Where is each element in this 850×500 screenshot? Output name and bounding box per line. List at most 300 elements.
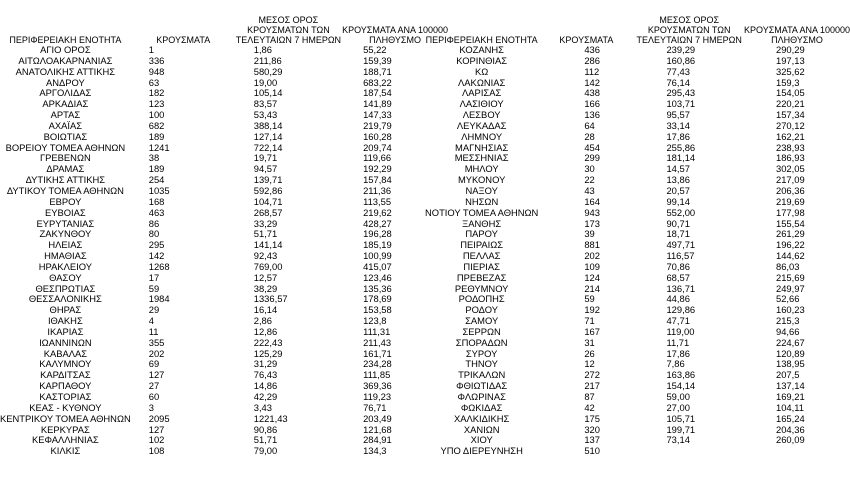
header-cases: ΚΡΟΥΣΜΑΤΑ [559,35,614,45]
cases-cell: 142 [148,251,165,262]
avg7-cell: 136,71 [666,283,696,294]
table-row [0,251,449,262]
avg7-cell: 154,14 [666,381,696,392]
table-row [425,164,850,175]
per100k-cell: 134,3 [363,446,387,457]
table-row [425,110,850,121]
cases-cell: 320 [584,424,600,435]
cases-cell: 1984 [148,294,170,305]
table-row [0,56,449,67]
region-cell: ΚΑΒΑΛΑΣ [43,348,88,359]
avg7-cell: 99,14 [666,196,690,207]
per100k-cell: 157,84 [363,175,392,186]
per100k-cell: 160,23 [775,305,805,316]
per100k-cell: 249,97 [775,283,805,294]
cases-cell: 127 [148,370,165,381]
region-cell: ΚΟΡΙΝΘΙΑΣ [456,55,508,66]
table-row [425,121,850,132]
table-row [0,316,449,327]
region-cell: ΘΗΡΑΣ [49,305,82,316]
region-cell: ΕΥΒΟΙΑΣ [45,207,86,218]
table-row [425,240,850,251]
cases-cell: 137 [584,435,600,446]
cases-cell: 948 [148,66,165,77]
per100k-cell: 220,21 [775,99,805,110]
per100k-cell: 138,95 [775,359,805,370]
per100k-cell: 169,21 [775,392,805,402]
region-cell: ΚΑΡΠΑΘΟΥ [39,381,92,392]
cases-cell: 175 [584,413,600,424]
table-row [0,99,449,110]
cases-cell: 87 [584,392,595,402]
region-cell: ΚΕΝΤΡΙΚΟΥ ΤΟΜΕΑ ΑΘΗΝΩΝ [0,413,131,424]
table-row [425,197,850,208]
table-row [425,446,850,457]
region-cell: ΛΕΥΚΑΔΑΣ [456,120,507,131]
region-cell: ΛΕΣΒΟΥ [462,110,501,121]
avg7-cell: 199,71 [666,424,696,435]
avg7-cell: 255,86 [666,142,696,153]
cases-cell: 71 [584,316,595,327]
right-header-row [425,0,850,45]
per100k-cell: 165,24 [775,413,805,424]
cases-cell: 80 [148,229,160,240]
cases-cell: 1 [148,45,154,55]
cases-cell: 63 [148,77,160,88]
per100k-cell: 219,69 [775,196,805,207]
per100k-cell: 159,3 [775,77,800,88]
header-cases: ΚΡΟΥΣΜΑΤΑ [156,35,211,45]
per100k-cell: 144,62 [775,251,805,262]
region-cell: ΜΕΣΣΗΝΙΑΣ [454,153,509,164]
avg7-cell: 16,14 [253,305,278,316]
avg7-cell: 141,14 [253,240,283,251]
per100k-cell: 161,71 [363,348,392,359]
per100k-cell: 55,22 [363,45,387,55]
per100k-cell: 206,36 [775,185,805,196]
region-cell: ΦΛΩΡΙΝΑΣ [457,392,506,402]
region-cell: ΣΠΟΡΑΔΩΝ [455,337,508,348]
cases-cell: 123 [148,99,165,110]
avg7-cell: 17,86 [666,131,690,142]
right-table-block [425,0,850,457]
cases-cell: 127 [148,424,165,435]
region-cell: ΘΕΣΠΡΩΤΙΑΣ [35,283,96,294]
region-cell: ΑΓΙΟ ΟΡΟΣ [40,45,91,55]
region-cell: ΠΙΕΡΙΑΣ [463,261,500,272]
cases-cell: 1035 [148,185,170,196]
avg7-cell: 2,86 [253,316,272,327]
table-row [425,78,850,89]
cases-cell: 173 [584,218,600,229]
table-row [0,132,449,143]
region-cell: ΔΡΑΜΑΣ [46,164,85,175]
cases-cell: 43 [584,185,595,196]
per100k-cell: 153,58 [363,305,392,316]
table-row [0,240,449,251]
per100k-cell: 217,09 [775,175,805,186]
per100k-cell: 428,27 [363,218,392,229]
per100k-cell: 260,09 [775,435,805,446]
header-avg7-line1: ΜΕΣΟΣ ΟΡΟΣ [659,15,720,25]
header-avg7-line1: ΜΕΣΟΣ ΟΡΟΣ [258,15,319,25]
avg7-cell: 38,29 [253,283,278,294]
table-row [425,316,850,327]
table-row [0,229,449,240]
table-row [425,262,850,273]
table-row [0,208,449,219]
table-row [0,284,449,295]
avg7-cell: 31,29 [253,359,278,370]
cases-cell: 64 [584,120,595,131]
region-cell: ΤΗΝΟΥ [465,359,498,370]
avg7-cell: 160,86 [666,55,696,66]
per100k-cell: 224,67 [775,337,805,348]
avg7-cell: 116,57 [666,251,695,262]
per100k-cell: 86,03 [775,261,800,272]
table-row [425,56,850,67]
region-cell: ΗΛΕΙΑΣ [48,240,83,251]
per100k-cell: 683,22 [363,77,392,88]
per100k-cell: 104,11 [775,402,804,413]
cases-cell: 26 [584,348,595,359]
header-per100k-line2: ΠΛΗΘΥΣΜΟ [369,35,421,45]
header-per100k [744,0,850,45]
table-row [0,175,449,186]
header-per100k-line1: ΚΡΟΥΣΜΑΤΑ ΑΝΑ 100000 [743,25,850,35]
per100k-cell: 219,62 [363,207,392,218]
table-row [0,45,449,56]
avg7-cell: 19,71 [253,153,278,164]
cases-cell: 42 [584,402,595,413]
table-row [425,88,850,99]
avg7-cell: 47,71 [666,316,690,327]
cases-cell: 60 [148,392,160,402]
region-cell: ΦΘΙΩΤΙΔΑΣ [456,381,508,392]
table-row [425,143,850,154]
per100k-cell: 119,66 [363,153,392,164]
per100k-cell: 177,98 [775,207,805,218]
table-row [0,294,449,305]
header-per100k-line1: ΚΡΟΥΣΜΑΤΑ ΑΝΑ 100000 [342,25,449,35]
per100k-cell [744,446,850,457]
per100k-cell: 162,21 [775,131,805,142]
table-row [0,273,449,284]
avg7-cell: 18,71 [666,229,690,240]
region-cell: ΥΠΟ ΔΙΕΡΕΥΝΗΣΗ [440,446,523,457]
table-row [425,132,850,143]
cases-cell: 142 [584,77,600,88]
header-avg7-line3: ΤΕΛΕΥΤΑΙΩΝ 7 ΗΜΕΡΩΝ [235,35,342,45]
cases-cell: 29 [148,305,160,316]
region-cell: ΠΕΛΛΑΣ [462,251,501,262]
per100k-cell: 137,14 [775,381,805,392]
per100k-cell: 215,69 [775,272,805,283]
table-row [425,403,850,414]
cases-cell: 254 [148,175,165,186]
per100k-cell: 188,71 [363,66,392,77]
table-row [0,349,449,360]
avg7-cell: 592,86 [253,185,283,196]
avg7-cell: 3,43 [253,402,272,413]
avg7-cell: 497,71 [666,240,696,251]
left-cases-table [0,0,449,457]
avg7-cell: 127,14 [253,131,283,142]
per100k-cell: 147,33 [363,110,392,121]
avg7-cell: 14,86 [253,381,278,392]
avg7-cell: 239,29 [666,45,696,55]
region-cell: ΠΑΡΟΥ [465,229,498,240]
avg7-cell: 552,00 [666,207,696,218]
avg7-cell: 580,29 [253,66,283,77]
avg7-cell: 1336,57 [253,294,288,305]
cases-cell: 2095 [148,413,170,424]
avg7-cell: 103,71 [666,99,696,110]
per100k-cell: 290,29 [775,45,805,55]
region-cell: ΚΩ [475,66,489,77]
cases-cell: 182 [148,88,165,99]
cases-cell: 202 [584,251,600,262]
avg7-cell: 104,71 [253,196,283,207]
region-cell: ΘΑΣΟΥ [49,272,82,283]
table-row [425,359,850,370]
avg7-cell: 59,00 [666,392,690,402]
per100k-cell: 123,46 [363,272,392,283]
per100k-cell: 159,39 [363,55,392,66]
header-avg7 [236,0,341,45]
avg7-cell: 83,57 [253,99,278,110]
avg7-cell: 181,14 [666,153,696,164]
header-avg7-line3: ΤΕΛΕΥΤΑΙΩΝ 7 ΗΜΕΡΩΝ [636,35,742,45]
cases-cell: 189 [148,131,165,142]
cases-cell: 31 [584,337,595,348]
per100k-cell: 192,29 [363,164,392,175]
region-cell: ΚΑΣΤΟΡΙΑΣ [39,392,92,402]
per100k-cell: 261,29 [775,229,805,240]
cases-cell: 27 [148,381,160,392]
region-cell: ΕΒΡΟΥ [49,196,82,207]
table-row [425,381,850,392]
avg7-cell: 388,14 [253,120,283,131]
left-header-row [0,0,449,45]
avg7-cell: 163,86 [666,370,696,381]
per100k-cell: 123,8 [363,316,387,327]
table-row [425,99,850,110]
table-row [425,414,850,425]
avg7-cell: 33,29 [253,218,278,229]
avg7-cell: 70,86 [666,261,690,272]
region-cell: ΙΩΑΝΝΙΝΩΝ [39,337,92,348]
per100k-cell: 203,49 [363,413,392,424]
table-row [0,392,449,403]
per100k-cell: 154,05 [775,88,805,99]
table-row [425,294,850,305]
per100k-cell: 121,68 [363,424,392,435]
table-row [425,284,850,295]
per100k-cell: 238,93 [775,142,805,153]
avg7-cell: 139,71 [253,175,283,186]
region-cell: ΜΥΚΟΝΟΥ [457,175,506,186]
cases-cell: 100 [148,110,165,121]
table-row [0,359,449,370]
cases-cell: 86 [148,218,160,229]
region-cell: ΠΡΕΒΕΖΑΣ [456,272,507,283]
region-cell: ΑΡΓΟΛΙΔΑΣ [39,88,92,99]
cases-cell: 1241 [148,142,170,153]
cases-cell: 217 [584,381,600,392]
per100k-cell: 270,12 [775,120,805,131]
region-cell: ΑΧΑΪΑΣ [48,120,83,131]
region-cell: ΚΕΑΣ - ΚΥΘΝΟΥ [29,402,102,413]
table-row [425,338,850,349]
avg7-cell: 105,71 [666,413,696,424]
table-row [0,425,449,436]
cases-cell: 3 [148,402,154,413]
per100k-cell: 369,36 [363,381,392,392]
per100k-cell: 52,66 [775,294,800,305]
region-cell: ΛΑΣΙΘΙΟΥ [459,99,504,110]
table-row [0,305,449,316]
region-cell: ΛΑΡΙΣΑΣ [462,88,502,99]
cases-cell: 69 [148,359,160,370]
avg7-cell: 79,00 [253,446,278,457]
cases-cell: 164 [584,196,600,207]
region-cell: ΒΟΡΕΙΟΥ ΤΟΜΕΑ ΑΘΗΝΩΝ [5,142,126,153]
avg7-cell: 268,57 [253,207,283,218]
cases-cell: 136 [584,110,600,121]
per100k-cell: 325,62 [775,66,805,77]
avg7-cell: 125,29 [253,348,283,359]
table-row [0,262,449,273]
table-row [425,435,850,446]
region-cell: ΔΥΤΙΚΟΥ ΤΟΜΕΑ ΑΘΗΝΩΝ [6,185,124,196]
cases-cell: 28 [584,131,595,142]
cases-cell: 943 [584,207,600,218]
region-cell: ΛΑΚΩΝΙΑΣ [458,77,506,88]
per100k-cell: 111,31 [363,326,391,337]
table-row [0,88,449,99]
header-region: ΠΕΡΙΦΕΡΕΙΑΚΗ ΕΝΟΤΗΤΑ [425,35,538,45]
cases-cell: 336 [148,55,165,66]
region-cell: ΡΟΔΟΥ [465,305,498,316]
cases-cell: 112 [584,66,600,77]
table-row [425,208,850,219]
per100k-cell: 204,36 [775,424,805,435]
table-row [425,349,850,360]
region-cell: ΜΗΛΟΥ [464,164,499,175]
table-row [425,273,850,284]
table-row [425,425,850,436]
cases-cell: 355 [148,337,165,348]
avg7-cell: 90,71 [666,218,690,229]
avg7-cell: 92,43 [253,251,278,262]
cases-cell: 4 [148,316,154,327]
per100k-cell: 215,3 [775,316,800,327]
table-row [0,414,449,425]
per100k-cell: 415,07 [363,261,392,272]
avg7-cell: 76,43 [253,370,278,381]
cases-cell: 881 [584,240,600,251]
avg7-cell: 211,86 [253,55,282,66]
avg7-cell: 68,57 [666,272,690,283]
region-cell: ΚΟΖΑΝΗΣ [459,45,504,55]
region-cell: ΗΜΑΘΙΑΣ [44,251,87,262]
region-cell: ΑΙΤΩΛΟΑΚΑΡΝΑΝΙΑΣ [18,55,113,66]
table-row [0,381,449,392]
header-avg7-line2: ΚΡΟΥΣΜΑΤΩΝ ΤΩΝ [647,25,731,35]
avg7-cell: 14,57 [666,164,690,175]
region-cell: ΝΟΤΙΟΥ ΤΟΜΕΑ ΑΘΗΝΩΝ [425,207,539,218]
left-table-body [0,45,449,457]
table-row [425,45,850,56]
avg7-cell: 13,86 [666,175,690,186]
table-row [425,392,850,403]
region-cell: ΧΙΟΥ [470,435,493,446]
table-row [0,219,449,230]
avg7-cell: 119,00 [666,326,695,337]
header-per100k-line2: ΠΛΗΘΥΣΜΟ [771,35,823,45]
per100k-cell: 120,89 [775,348,805,359]
avg7-cell: 27,00 [666,402,690,413]
region-cell: ΦΩΚΙΔΑΣ [460,402,503,413]
region-cell: ΘΕΣΣΑΛΟΝΙΚΗΣ [28,294,102,305]
right-cases-table [425,0,850,457]
cases-cell: 17 [148,272,160,283]
table-row [0,370,449,381]
avg7-cell: 19,00 [253,77,278,88]
per100k-cell: 94,66 [775,326,800,337]
avg7-cell: 51,71 [253,229,278,240]
table-row [425,370,850,381]
avg7-cell: 12,86 [253,326,278,337]
cases-cell: 272 [584,370,600,381]
region-cell: ΡΕΘΥΜΝΟΥ [454,283,509,294]
table-row [0,186,449,197]
per100k-cell: 207,5 [775,370,800,381]
per100k-cell: 155,54 [775,218,805,229]
table-row [0,327,449,338]
table-row [0,435,449,446]
per100k-cell: 196,28 [363,229,392,240]
cases-cell: 39 [584,229,595,240]
avg7-cell: 1221,43 [253,413,288,424]
avg7-cell: 95,57 [666,110,690,121]
cases-cell: 510 [584,446,600,457]
avg7-cell [634,446,744,457]
table-row [425,67,850,78]
table-row [0,403,449,414]
cases-cell: 109 [584,261,600,272]
cases-cell: 59 [584,294,595,305]
header-avg7 [634,0,744,45]
cases-cell: 22 [584,175,595,186]
per100k-cell: 234,28 [363,359,392,370]
table-row [425,305,850,316]
cases-cell: 295 [148,240,165,251]
region-cell: ΚΙΛΚΙΣ [50,446,81,457]
per100k-cell: 211,43 [363,337,392,348]
cases-cell: 463 [148,207,165,218]
per100k-cell: 76,71 [363,402,387,413]
region-cell: ΚΑΡΔΙΤΣΑΣ [40,370,91,381]
region-cell: ΚΕΡΚΥΡΑΣ [40,424,90,435]
cases-cell: 202 [148,348,165,359]
cases-cell: 436 [584,45,600,55]
table-row [425,175,850,186]
per100k-cell: 209,74 [363,142,392,153]
region-cell: ΛΗΜΝΟΥ [461,131,503,142]
cases-cell: 102 [148,435,165,446]
